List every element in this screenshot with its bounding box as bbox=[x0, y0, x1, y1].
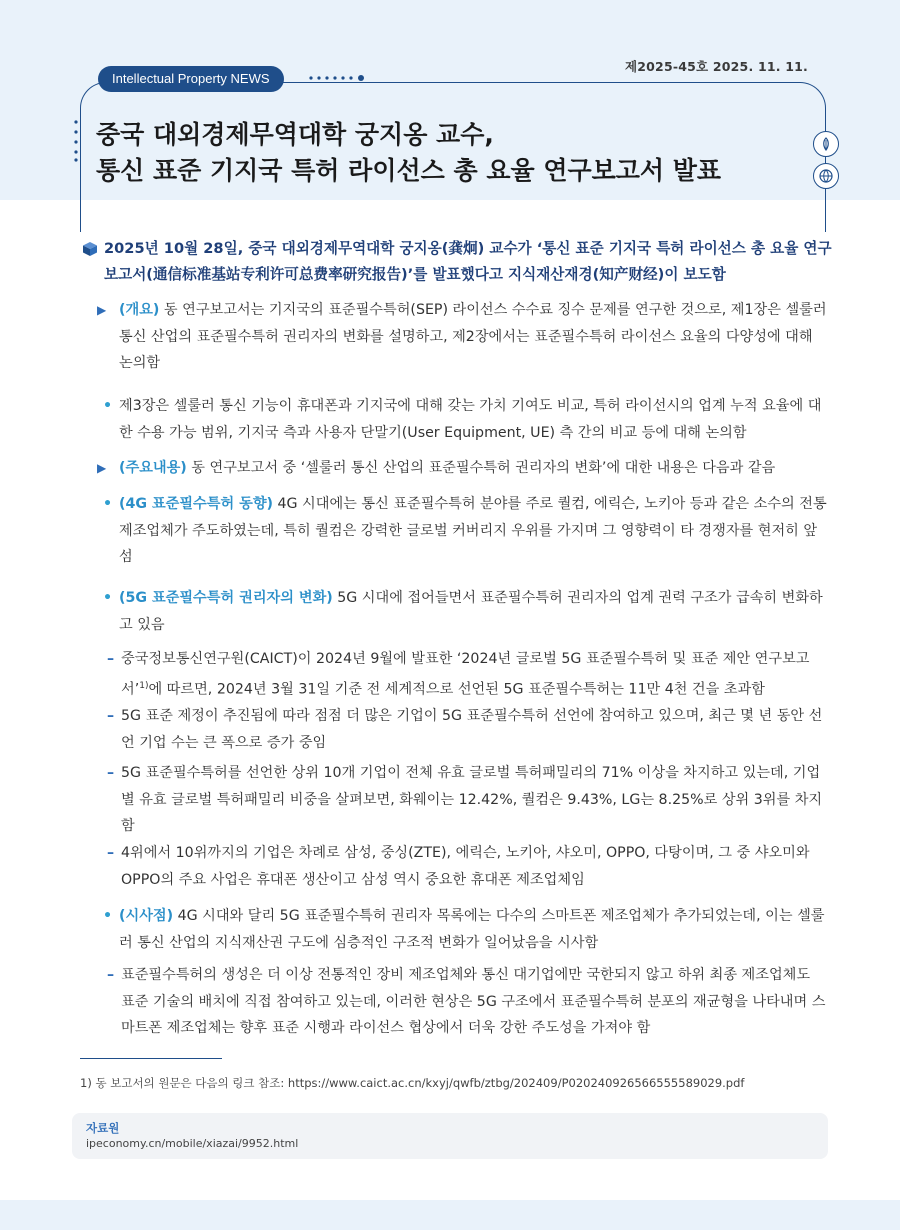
overview-bullet bbox=[103, 393, 827, 446]
dot-bullet-icon: • bbox=[103, 398, 113, 414]
overview-label: (개요) bbox=[119, 302, 160, 318]
leaf-emblem-icon bbox=[813, 131, 839, 157]
source-box bbox=[72, 1113, 828, 1159]
main-text: 동 연구보고서 중 ‘셀룰러 통신 산업의 표준필수특허 권리자의 변화’에 대한 내용은 다음과 같음 bbox=[186, 460, 776, 476]
dash-bullet-icon: – bbox=[107, 651, 115, 667]
overview-bullet-text: 제3장은 셀룰러 통신 기능이 휴대폰과 기지국에 대해 갖는 가치 기여도 비교, 특허 라이선시의 업계 누적 요율에 대한 수용 가능 범위, 기지국 측과 사용자 단말기(User Equipment, UE) 측 간의 비교 등에 대해 논의함 bbox=[119, 398, 822, 441]
main-label: (주요내용) bbox=[119, 460, 187, 476]
newsletter-badge: Intellectual Property NEWS bbox=[98, 66, 284, 92]
main-item bbox=[97, 455, 827, 482]
overview-text: 동 연구보고서는 기지국의 표준필수특허(SEP) 라이선스 수수료 징수 문제를 연구한 것으로, 제1장은 셀룰러 통신 산업의 표준필수특허 권리자의 변화를 설명하고, 제2장에서는 표준필수특허 라이선스 요율의 다양성에 대해 논의함 bbox=[119, 302, 827, 371]
dash-bullet-icon: – bbox=[107, 845, 115, 861]
dash-item-5 bbox=[107, 962, 827, 1042]
bullet-5g bbox=[103, 585, 827, 638]
overview-item bbox=[97, 297, 827, 377]
bullet-4g bbox=[103, 491, 827, 571]
footnote-ref: 1) bbox=[139, 680, 149, 691]
bullet-implications-text: 4G 시대와 달리 5G 표준필수특허 권리자 목록에는 다수의 스마트폰 제조업체가 추가되었는데, 이는 셀룰러 통신 산업의 지식재산권 구도에 심층적인 구조적 변화가 일어났음을 시사함 bbox=[119, 908, 825, 951]
bullet-5g-label: (5G 표준필수특허 권리자의 변화) bbox=[119, 590, 333, 606]
dot-bullet-icon: • bbox=[103, 908, 113, 924]
bullet-4g-label: (4G 표준필수특허 동향) bbox=[119, 496, 274, 512]
issue-number: 제2025-45호 2025. 11. 11. bbox=[624, 59, 808, 74]
bullet-5g-text: 5G 시대에 접어들면서 표준필수특허 권리자의 업계 권력 구조가 급속히 변화하고 있음 bbox=[119, 590, 823, 633]
dash-4-text: 4위에서 10위까지의 기업은 차례로 삼성, 중싱(ZTE), 에릭슨, 노키아, 샤오미, OPPO, 다탕이며, 그 중 샤오미와 OPPO의 주요 사업은 휴대폰 생산이고 삼성 역시 중요한 휴대폰 제조업체임 bbox=[121, 845, 810, 888]
source-label: 자료원 bbox=[86, 1121, 120, 1135]
dash-3-text: 5G 표준필수특허를 선언한 상위 10개 기업이 전체 유효 글로벌 특허패밀리의 71% 이상을 차지하고 있는데, 기업별 유효 글로벌 특허패밀리 비중을 살펴보면, 화웨이는 12.42%, 퀄컴은 9.43%, LG는 8.25%로 상위 3위를 차지함 bbox=[121, 765, 823, 834]
cube-bullet-icon bbox=[82, 241, 98, 257]
dash-bullet-icon: – bbox=[107, 765, 115, 781]
dash-bullet-icon: – bbox=[107, 967, 115, 983]
dash-item-4 bbox=[107, 840, 827, 893]
bullet-4g-text: 4G 시대에는 통신 표준필수특허 분야를 주로 퀄컴, 에릭슨, 노키아 등과 같은 소수의 전통 제조업체가 주도하였는데, 특히 퀄컴은 강력한 글로벌 커버리지 우위를 가지며 그 영향력이 타 경쟁자를 현저히 앞섬 bbox=[119, 496, 827, 565]
dash-item-3 bbox=[107, 760, 827, 840]
dash-item-1 bbox=[107, 646, 827, 703]
page-title bbox=[96, 117, 796, 189]
bullet-implications bbox=[103, 903, 827, 956]
globe-emblem-icon bbox=[813, 163, 839, 189]
title-line-1: 중국 대외경제무역대학 궁지옹 교수, bbox=[96, 120, 494, 149]
footnote-divider bbox=[80, 1058, 222, 1059]
bullet-implications-label: (시사점) bbox=[119, 908, 174, 924]
dash-5-text: 표준필수특허의 생성은 더 이상 전통적인 장비 제조업체와 통신 대기업에만 국한되지 않고 하위 최종 제조업체도 표준 기술의 배치에 직접 참여하고 있는데, 이러한 현상은 5G 구조에서 표준필수특허 분포의 재균형을 나타내며 스마트폰 제조업체는 향후 표준 시행과 라이선스 협상에서 더욱 강한 주도성을 가져야 함 bbox=[121, 967, 826, 1036]
dash-bullet-icon: – bbox=[107, 708, 115, 724]
title-line-2: 통신 표준 기지국 특허 라이선스 총 요율 연구보고서 발표 bbox=[96, 156, 722, 185]
source-url: ipeconomy.cn/mobile/xiazai/9952.html bbox=[86, 1137, 299, 1150]
dot-bullet-icon: • bbox=[103, 496, 113, 512]
triangle-bullet-icon: ▶ bbox=[97, 461, 107, 475]
side-dots-icon bbox=[72, 118, 80, 164]
decorative-dots-icon bbox=[307, 74, 371, 82]
triangle-bullet-icon: ▶ bbox=[97, 303, 107, 317]
dash-item-2 bbox=[107, 703, 827, 756]
dot-bullet-icon: • bbox=[103, 590, 113, 606]
dash-1-text-a: 중국정보통신연구원(CAICT)이 2024년 9월에 발표한 ‘2024년 글로벌 5G 표준필수특허 및 표준 제안 연구보고서’ bbox=[121, 651, 810, 698]
lead-paragraph bbox=[82, 236, 842, 288]
footer-background bbox=[0, 1200, 900, 1230]
dash-2-text: 5G 표준 제정이 추진됨에 따라 점점 더 많은 기업이 5G 표준필수특허 선언에 참여하고 있으며, 최근 몇 년 동안 선언 기업 수는 큰 폭으로 증가 중임 bbox=[121, 708, 823, 751]
lead-text: 2025년 10월 28일, 중국 대외경제무역대학 궁지옹(龚炯) 교수가 ‘통신 표준 기지국 특허 라이선스 총 요율 연구보고서(通信标准基站专利许可总费率研究报告)’를 발표했다고 지식재산재경(知产财经)이 보도함 bbox=[104, 240, 832, 283]
dash-1-text-b: 에 따르면, 2024년 3월 31일 기준 전 세계적으로 선언된 5G 표준필수특허는 11만 4천 건을 초과함 bbox=[148, 681, 765, 698]
footnote: 1) 동 보고서의 원문은 다음의 링크 참조: https://www.caict.ac.cn/kxyj/qwfb/ztbg/202409/P020240926566555589029.pdf bbox=[80, 1076, 745, 1090]
